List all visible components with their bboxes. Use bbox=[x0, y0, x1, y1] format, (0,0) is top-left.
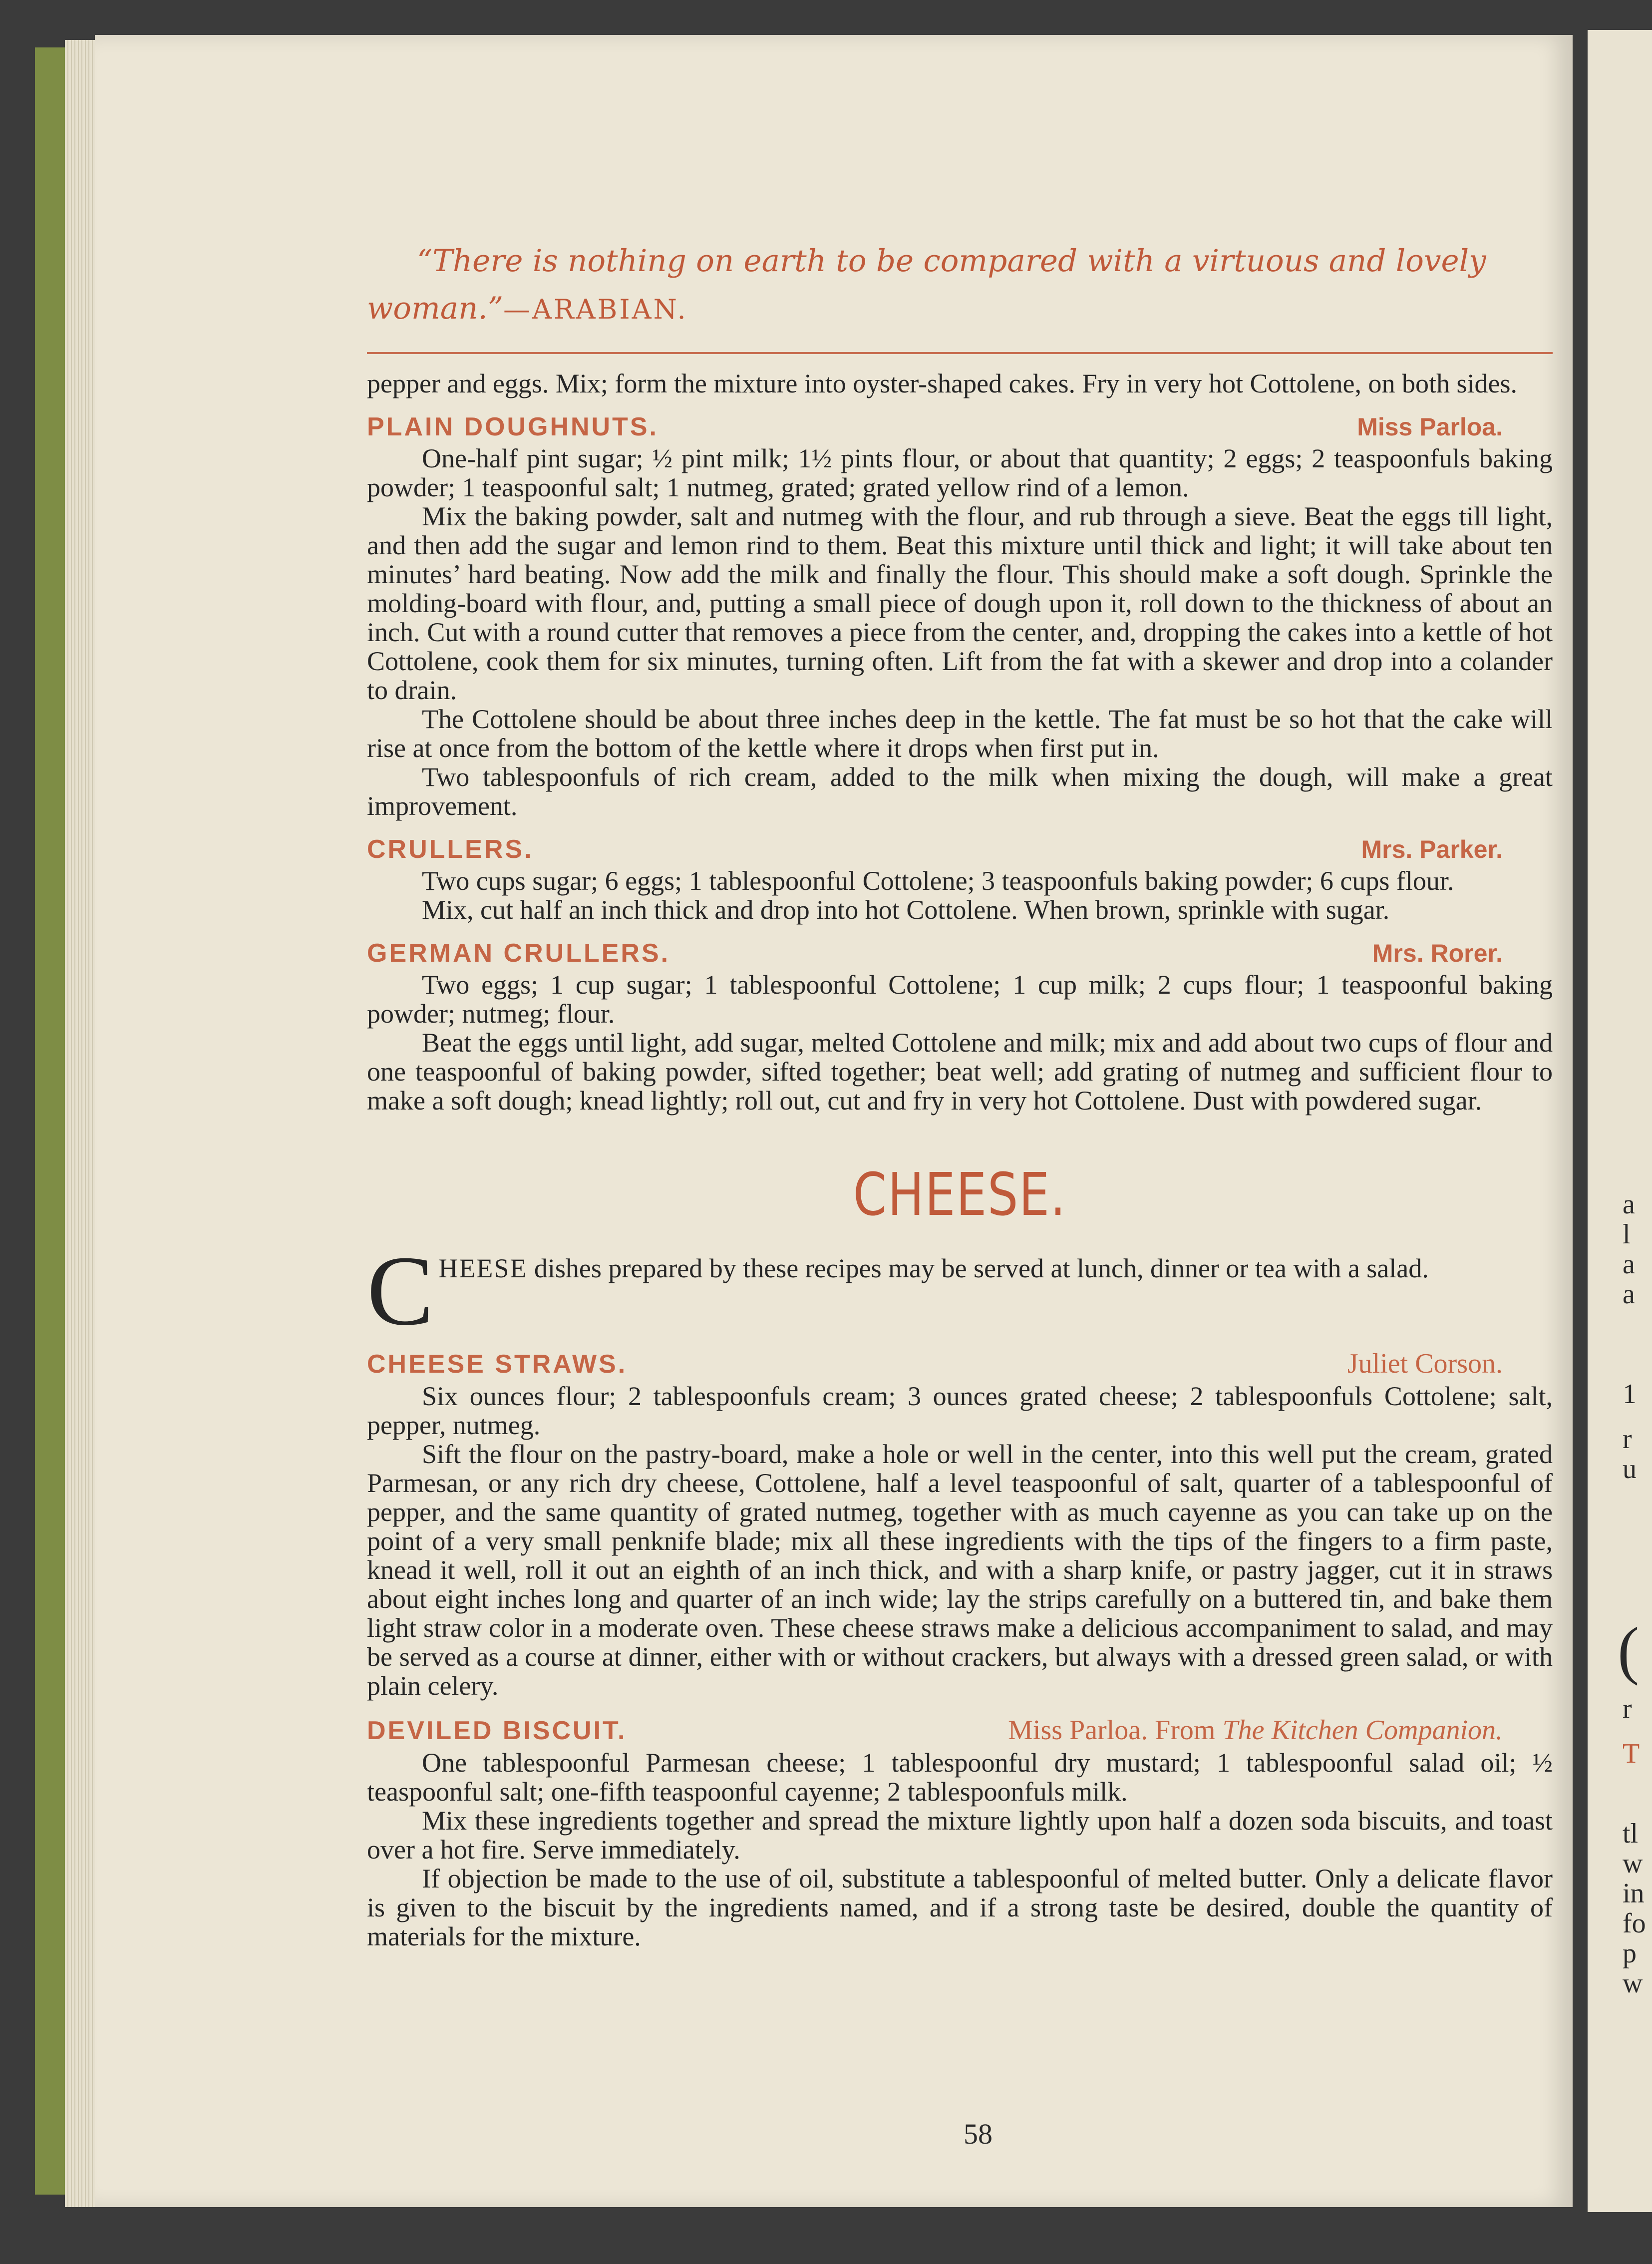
recipe-paragraph: Two tablespoonfuls of rich cream, added to the milk when mixing the dough, will make a great improvement. bbox=[367, 762, 1553, 821]
recipe-paragraph: Beat the eggs until light, add sugar, melted Cottolene and milk; mix and add about two cups of flour and one teaspoonful of baking powder, sifted together; beat well; add grating of nutmeg and sufficient flour to make a soft dough; knead lightly; roll out, cut and fry in very hot Cottolene. Dust with powdered sugar. bbox=[367, 1028, 1553, 1116]
next-page-fragment: w bbox=[1623, 1968, 1643, 1999]
next-page-fragment: tl bbox=[1623, 1818, 1639, 1849]
recipe-title: CHEESE STRAWS. bbox=[367, 1350, 628, 1379]
intro-rest: dishes prepared by these recipes may be served at lunch, dinner or tea with a salad. bbox=[527, 1253, 1429, 1283]
next-page-fragment: w bbox=[1623, 1848, 1643, 1879]
next-page-fragment: fo bbox=[1623, 1908, 1646, 1939]
recipe-german-crullers bbox=[367, 938, 1553, 1115]
next-page-edge bbox=[1588, 30, 1652, 2212]
recipe-header bbox=[367, 1714, 1553, 1746]
next-page-fragment: 1 bbox=[1623, 1379, 1637, 1410]
drop-cap: C bbox=[367, 1236, 434, 1346]
recipe-title: GERMAN CRULLERS. bbox=[367, 939, 670, 968]
recipe-author bbox=[1008, 1714, 1503, 1746]
recipe-paragraph: Mix, cut half an inch thick and drop into hot Cottolene. When brown, sprinkle with sugar. bbox=[422, 895, 1390, 925]
next-page-fragment: ( bbox=[1618, 1614, 1640, 1686]
recipe-header bbox=[367, 1348, 1553, 1380]
next-page-fragment: l bbox=[1623, 1219, 1631, 1250]
recipe-paragraph: Two eggs; 1 cup sugar; 1 tablespoonful Cottolene; 1 cup milk; 2 cups flour; 1 teaspoonful baking powder; nutmeg; flour. bbox=[367, 970, 1553, 1029]
recipe-paragraph: One tablespoonful Parmesan cheese; 1 tablespoonful dry mustard; 1 tablespoonful salad oil; ½ teaspoonful salt; one-fifth teaspoonful cayenne; 2 tablespoonfuls milk. bbox=[367, 1748, 1553, 1807]
recipe-paragraph: Sift the flour on the pastry-board, make a hole or well in the center, into this well put the cream, grated Parmesan, or any rich dry cheese, Cottolene, half a level teaspoonful of salt, quarter of a tablespoonful of pepper, and the same quantity of grated nutmeg, together with as much cayenne as you can take up on the point of a very small penknife blade; mix all these ingredients with the tips of the fingers to a firm paste, knead it well, roll it out an eighth of an inch thick, and with a sharp knife, or pastry jagger, cut it in straws about eight inches long and quarter of an inch wide; lay the strips carefully on a buttered tin, and bake them light straw color in a moderate oven. These cheese straws make a delicious accompaniment to salad, and may be served as a course at dinner, either with or without crackers, but always with a dressed green salad, or with plain celery. bbox=[367, 1439, 1553, 1701]
recipe-paragraph: Mix the baking powder, salt and nutmeg with the flour, and rub through a sieve. Beat the eggs till light, and then add the sugar and lemon rind to them. Beat this mixture until thick and light; it will take about ten minutes’ hard beating. Now add the milk and finally the flour. This should make a soft dough. Sprinkle the molding-board with flour, and, putting a small piece of dough upon it, roll down to the thickness of about an inch. Cut with a round cutter that removes a piece from the center, and, dropping the cakes into a kettle of hot Cottolene, cook them for six minutes, turning often. Lift from the fat with a skewer and drop into a colander to drain. bbox=[367, 501, 1553, 705]
next-page-fragment: T bbox=[1623, 1738, 1640, 1769]
next-page-fragment: u bbox=[1623, 1454, 1637, 1485]
book-page bbox=[95, 35, 1573, 2207]
recipe-title: CRULLERS. bbox=[367, 835, 534, 864]
recipe-author: Mrs. Parker. bbox=[1361, 835, 1503, 863]
recipe-paragraph: If objection be made to the use of oil, substitute a tablespoonful of melted butter. Only a delicate flavor is given to the biscuit by the ingredients named, and if a strong taste be desired, double the quantity of materials for the mixture. bbox=[367, 1864, 1553, 1951]
recipe-plain-doughnuts bbox=[367, 412, 1553, 820]
page-number: 58 bbox=[964, 2118, 992, 2150]
page-content bbox=[367, 237, 1553, 1951]
next-page-fragment: in bbox=[1623, 1878, 1645, 1909]
recipe-author-source: The Kitchen Companion. bbox=[1222, 1715, 1503, 1746]
section-intro-text bbox=[438, 1249, 1428, 1283]
recipe-header bbox=[367, 412, 1553, 442]
opening-text: pepper and eggs. Mix; form the mixture into oyster-shaped cakes. Fry in very hot Cottolene, on both sides. bbox=[367, 369, 1517, 398]
next-page-fragment: a bbox=[1623, 1279, 1635, 1310]
section-heading: CHEESE. bbox=[853, 1160, 1067, 1229]
recipe-deviled-biscuit bbox=[367, 1714, 1553, 1951]
recipe-paragraph: Six ounces flour; 2 tablespoonfuls cream; 3 ounces grated cheese; 2 tablespoonfuls Cottolene; salt, pepper, nutmeg. bbox=[367, 1381, 1553, 1440]
recipe-title: DEVILED BISCUIT. bbox=[367, 1716, 627, 1745]
recipe-cheese-straws bbox=[367, 1348, 1553, 1700]
intro-caps: HEESE bbox=[438, 1253, 528, 1283]
recipe-paragraph: Two cups sugar; 6 eggs; 1 tablespoonful Cottolene; 3 teaspoonfuls baking powder; 6 cups flour. bbox=[422, 866, 1454, 896]
recipe-crullers bbox=[367, 834, 1553, 924]
next-page-fragment: a bbox=[1623, 1249, 1635, 1280]
epigraph-quote-line1: “There is nothing on earth to be compared with a virtuous and lovely bbox=[417, 243, 1486, 279]
recipe-author: Mrs. Rorer. bbox=[1372, 939, 1503, 967]
recipe-author-prefix: Miss Parloa. From bbox=[1008, 1715, 1223, 1746]
recipe-header bbox=[367, 938, 1553, 968]
next-page-fragment: r bbox=[1623, 1424, 1632, 1455]
recipe-title: PLAIN DOUGHNUTS. bbox=[367, 412, 659, 441]
recipe-header bbox=[367, 834, 1553, 864]
recipe-paragraph: The Cottolene should be about three inches deep in the kettle. The fat must be so hot that the cake will rise at once from the bottom of the kettle where it drops when first put in. bbox=[367, 704, 1553, 763]
epigraph-author: —ARABIAN. bbox=[503, 294, 688, 325]
next-page-fragment: p bbox=[1623, 1938, 1637, 1969]
next-page-fragment: r bbox=[1623, 1693, 1632, 1724]
recipe-author: Juliet Corson. bbox=[1347, 1348, 1503, 1379]
header-rule bbox=[367, 352, 1553, 354]
recipe-paragraph: One-half pint sugar; ½ pint milk; 1½ pints flour, or about that quantity; 2 eggs; 2 teaspoonfuls baking powder; 1 teaspoonful salt; 1 nutmeg, grated; grated yellow rind of a lemon. bbox=[367, 443, 1553, 502]
next-page-fragment: a bbox=[1623, 1189, 1635, 1220]
recipe-paragraph: Mix these ingredients together and spread the mixture lightly upon half a dozen soda biscuits, and toast over a hot fire. Serve immediately. bbox=[367, 1806, 1553, 1865]
epigraph bbox=[367, 237, 1553, 333]
epigraph-quote-line2: woman.” bbox=[367, 291, 504, 326]
recipe-author: Miss Parloa. bbox=[1357, 413, 1503, 441]
section-intro bbox=[367, 1236, 1553, 1346]
